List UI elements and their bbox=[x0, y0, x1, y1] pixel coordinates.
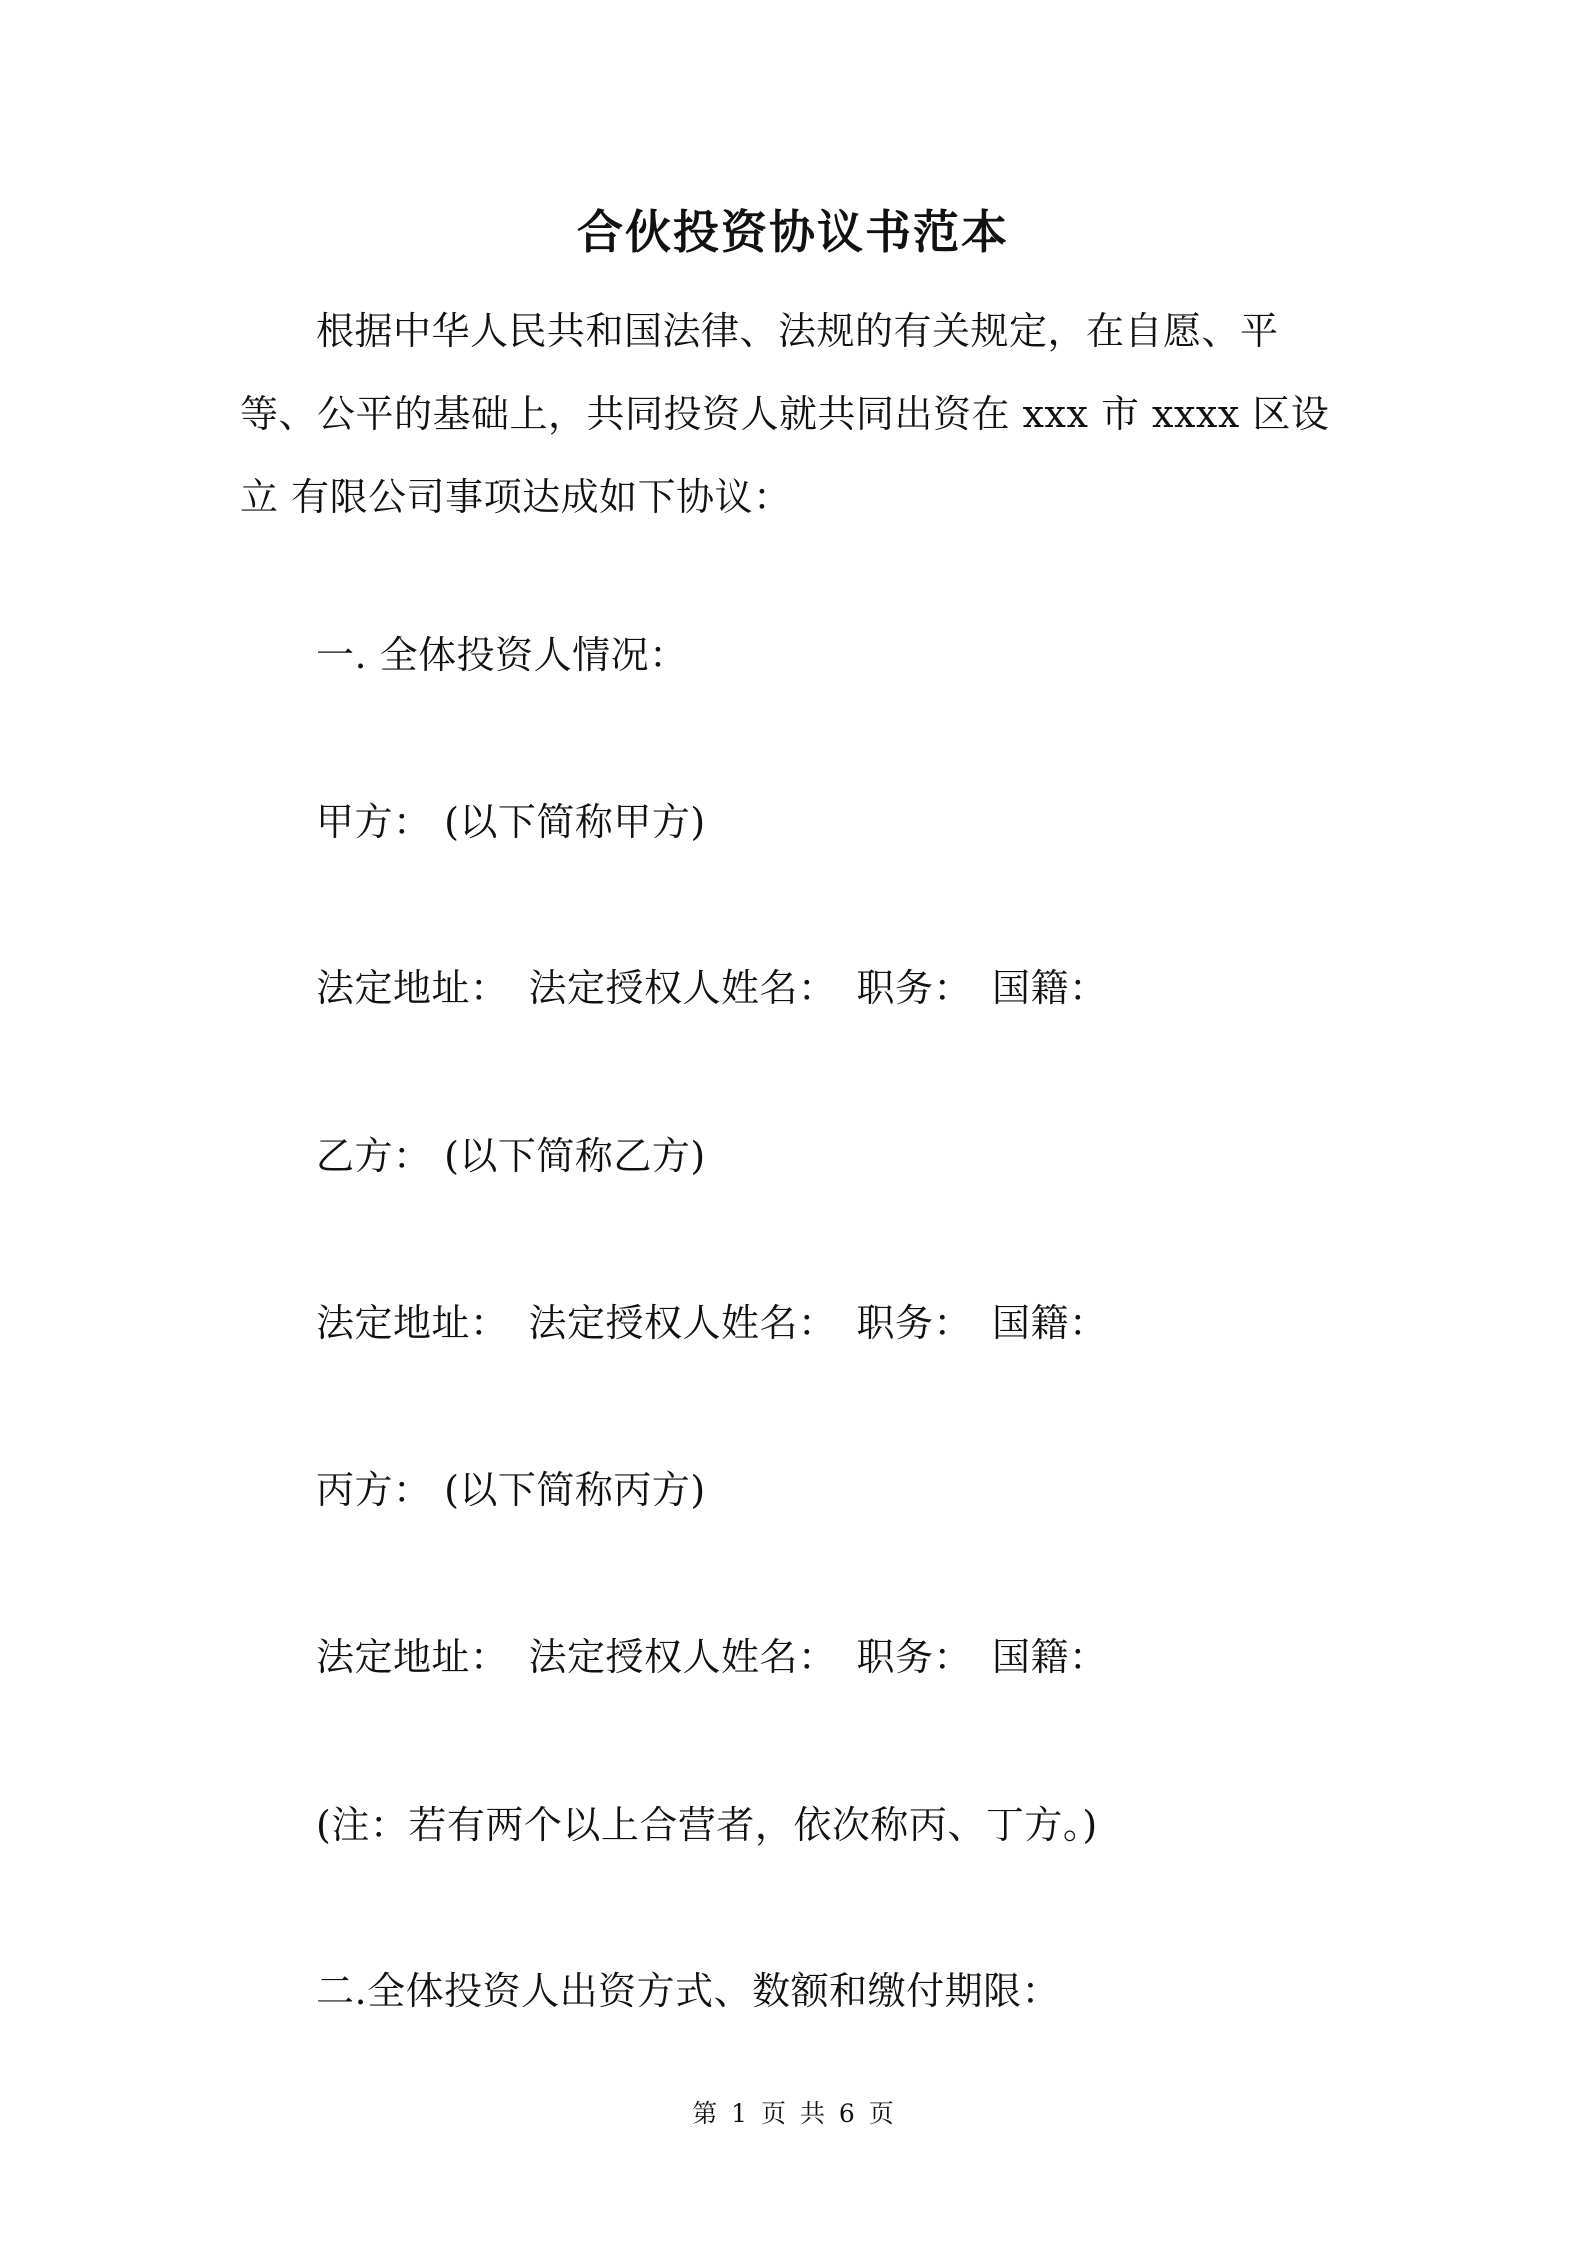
position-label: 职务： bbox=[856, 1301, 973, 1345]
intro-paragraph: 根据中华人民共和国法律、法规的有关规定，在自愿、平等、公平的基础上，共同投资人就共同出资在 xxx 市 xxxx 区设立 有限公司事项达成如下协议： bbox=[240, 309, 1330, 519]
nationality-label: 国籍： bbox=[992, 1301, 1108, 1345]
rep-name-label: 法定授权人姓名： bbox=[528, 966, 837, 1010]
nationality-label: 国籍： bbox=[992, 966, 1108, 1010]
nationality-label: 国籍： bbox=[992, 1635, 1108, 1679]
section-2-heading: 二.全体投资人出资方式、数额和缴付期限： bbox=[316, 1969, 1061, 2013]
party-c-info-line bbox=[316, 1632, 1108, 1682]
page-number-footer: 第 1 页 共 6 页 bbox=[692, 2099, 894, 2128]
party-c-line: 丙方： (以下简称丙方) bbox=[316, 1468, 706, 1512]
section-1-heading: 一. 全体投资人情况： bbox=[316, 633, 688, 677]
party-a-line: 甲方： (以下简称甲方) bbox=[316, 800, 706, 844]
party-a-info-line bbox=[316, 963, 1108, 1013]
position-label: 职务： bbox=[856, 1635, 973, 1679]
party-b-info-line bbox=[316, 1298, 1108, 1348]
party-b-line: 乙方： (以下简称乙方) bbox=[316, 1134, 706, 1178]
legal-address-label: 法定地址： bbox=[316, 1635, 509, 1679]
legal-address-label: 法定地址： bbox=[316, 1301, 509, 1345]
note-line: (注：若有两个以上合营者，依次称丙、丁方。) bbox=[316, 1803, 1098, 1847]
document-title: 合伙投资协议书范本 bbox=[577, 205, 1009, 259]
rep-name-label: 法定授权人姓名： bbox=[528, 1301, 837, 1345]
rep-name-label: 法定授权人姓名： bbox=[528, 1635, 837, 1679]
position-label: 职务： bbox=[856, 966, 973, 1010]
legal-address-label: 法定地址： bbox=[316, 966, 509, 1010]
